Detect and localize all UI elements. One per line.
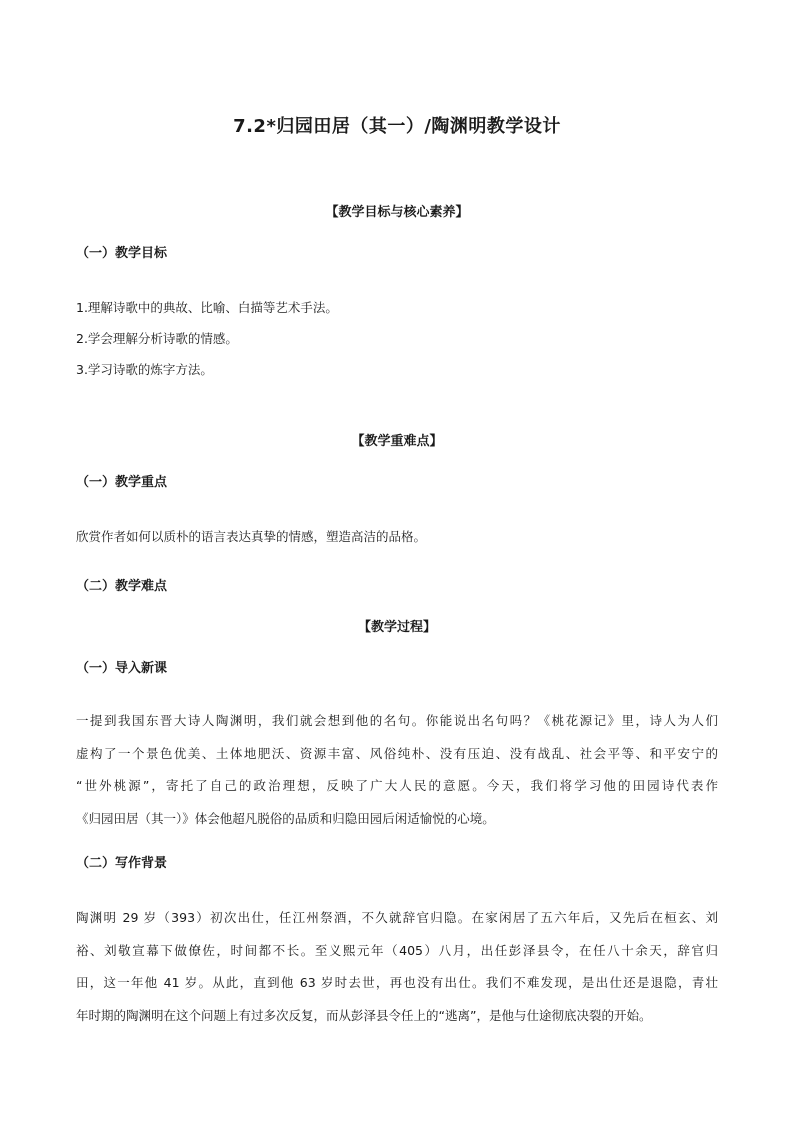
intro-line-3: “世外桃源”，寄托了自己的政治理想，反映了广大人民的意愿。今天，我们将学习他的田园诗代表作 — [76, 778, 718, 793]
goals-subheading: （一）教学目标 — [76, 246, 168, 261]
intro-paragraph — [76, 705, 718, 835]
background-line-3: 田，这一年他 41 岁。从此，直到他 63 岁时去世，再也没有出仕。我们不难发现，是出仕还是退隐，青壮 — [76, 975, 718, 990]
intro-line-2: 虚构了一个景色优美、土体地肥沃、资源丰富、风俗纯朴、没有压迫、没有战乱、社会平等、和平安宁的 — [76, 745, 718, 761]
goal-item-3: 3.学习诗歌的炼字方法。 — [76, 362, 213, 377]
background-subheading: （二）写作背景 — [76, 856, 168, 871]
difficulty-subheading: （二）教学难点 — [76, 579, 168, 594]
document-title: 7.2*归园田居（其一）/陶渊明教学设计 — [233, 116, 561, 137]
background-paragraph — [76, 902, 718, 1032]
key-section-heading: 【教学重难点】 — [351, 434, 443, 449]
intro-subheading: （一）导入新课 — [76, 661, 168, 676]
key-point-text: 欣赏作者如何以质朴的语言表达真挚的情感，塑造高洁的品格。 — [76, 529, 427, 544]
key-subheading: （一）教学重点 — [76, 475, 168, 490]
background-line-1: 陶渊明 29 岁（393）初次出仕，任江州祭酒，不久就辞官归隐。在家闲居了五六年后，又先后在桓玄、刘 — [76, 910, 718, 925]
process-section-heading: 【教学过程】 — [357, 620, 436, 635]
intro-line-1: 一提到我国东晋大诗人陶渊明，我们就会想到他的名句。你能说出名句吗？《桃花源记》里，诗人为人们 — [76, 713, 718, 728]
goals-section-heading: 【教学目标与核心素养】 — [325, 205, 469, 220]
goal-item-2: 2.学会理解分析诗歌的情感。 — [76, 331, 238, 346]
background-line-4: 年时期的陶渊明在这个问题上有过多次反复，而从彭泽县令任上的“逃离”，是他与仕途彻底决裂的开始。 — [76, 1007, 652, 1023]
goal-item-1: 1.理解诗歌中的典故、比喻、白描等艺术手法。 — [76, 300, 338, 315]
intro-line-4: 《归园田居（其一）》体会他超凡脱俗的品质和归隐田园后闲适愉悦的心境。 — [76, 810, 495, 826]
background-line-2: 裕、刘敬宣幕下做僚佐，时间都不长。至义熙元年（405）八月，出任彭泽县令，在任八十余天，辞官归 — [76, 942, 718, 958]
